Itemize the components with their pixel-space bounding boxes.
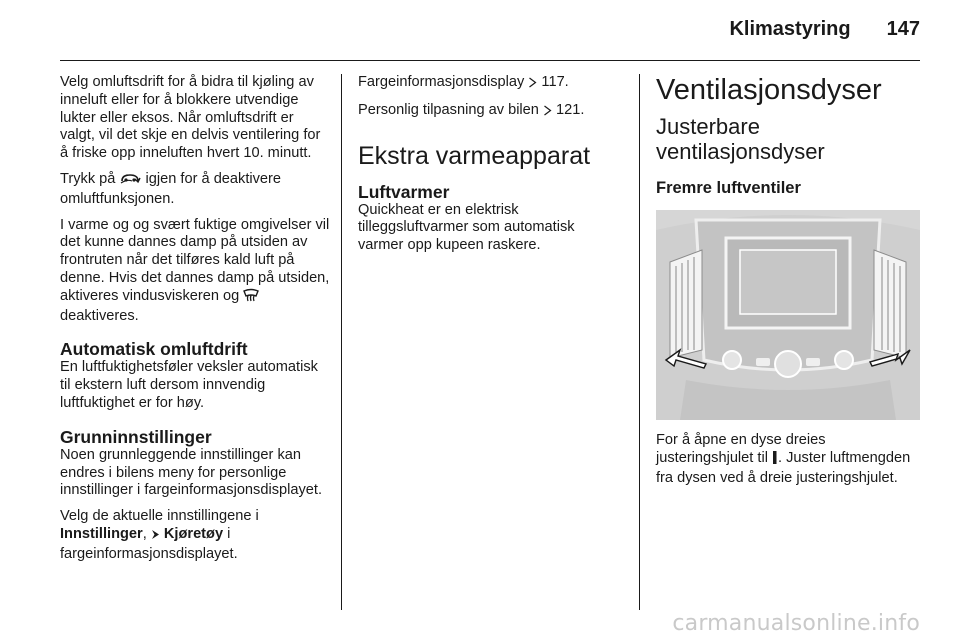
paragraph <box>60 217 330 326</box>
front-vents-illustration <box>656 210 920 420</box>
paragraph: Quickheat er en elektrisk tilleggsluftvarmer som automatisk varmer opp kupeen raskere. <box>358 201 575 254</box>
page-number: 147 <box>886 18 920 40</box>
cross-reference <box>358 102 620 122</box>
text: For å åpne en dyse dreies justeringshjulet til <box>656 432 826 466</box>
text: Fargeinformasjonsdisplay <box>358 74 525 90</box>
text: I varme og og svært fuktige omgivelser vil det kunne dannes damp på utsiden av frontruten når det tilføres kald luft på denne. Hvis det dannes damp på utsiden, aktiveres vindusviskeren og <box>60 216 330 304</box>
text: i fargeinformasjonsdisplayet. <box>60 525 238 562</box>
text: 121. <box>556 101 585 118</box>
page-title: Klimastyring <box>729 18 851 40</box>
column-middle <box>358 74 620 263</box>
paragraph: En luftfuktighetsføler veksler automatisk til ekstern luft dersom innvendig luftfuktighet er for høy. <box>60 359 318 411</box>
column-divider <box>341 74 342 610</box>
column-right <box>656 74 924 495</box>
subsection-heading: Luftvarmer <box>358 181 450 202</box>
text: igjen for å deaktivere omluftfunksjonen. <box>60 170 282 207</box>
column-divider <box>639 74 640 610</box>
menu-item: Innstillinger <box>60 525 143 542</box>
recirculation-icon <box>119 172 141 191</box>
column-left <box>60 74 330 572</box>
menu-item: Kjøretøy <box>163 525 224 542</box>
subsection-heading: Fremre luftventiler <box>656 179 801 197</box>
text: , <box>142 525 151 542</box>
watermark: carmanualsonline.info <box>672 611 920 636</box>
paragraph: Velg omluftsdrift for å bidra til kjøling av inneluft eller for å blokkere utvendige lukter eller eksos. Når omluftsdrift er valgt, vil det skje en delvis ventilering for å friske opp inneluften hvert 10. minutt. <box>60 74 321 162</box>
chapter-heading: Ventilasjonsdyser <box>656 74 882 106</box>
windscreen-defrost-icon <box>243 288 259 308</box>
paragraph <box>656 432 924 487</box>
cross-reference <box>358 74 620 94</box>
section-heading: Grunninnstillinger <box>60 426 212 447</box>
text: 117. <box>541 74 569 90</box>
paragraph: Noen grunnleggende innstillinger kan endres i bilens meny for personlige innstillinger i fargeinformasjonsdisplayet. <box>60 446 323 499</box>
text: Velg de aktuelle innstillingene i <box>60 508 259 525</box>
text: Personlig tilpasning av bilen <box>358 101 539 118</box>
paragraph <box>60 171 330 209</box>
text: Trykk på <box>60 170 116 187</box>
text: . Juster luftmengden fra dysen ved å dreie justeringshjulet. <box>656 449 911 486</box>
page-header <box>729 18 920 48</box>
section-heading: Ekstra varmeapparat <box>358 141 591 170</box>
page-reference-arrow-icon <box>528 76 537 94</box>
section-heading: Justerbare ventilasjonsdyser <box>656 114 825 164</box>
menu-arrow-icon <box>151 528 160 546</box>
text: deaktiveres. <box>60 307 139 324</box>
section-heading: Automatisk omluftdrift <box>60 339 248 360</box>
paragraph <box>60 508 330 563</box>
header-rule <box>60 60 920 61</box>
page-reference-arrow-icon <box>543 104 552 122</box>
